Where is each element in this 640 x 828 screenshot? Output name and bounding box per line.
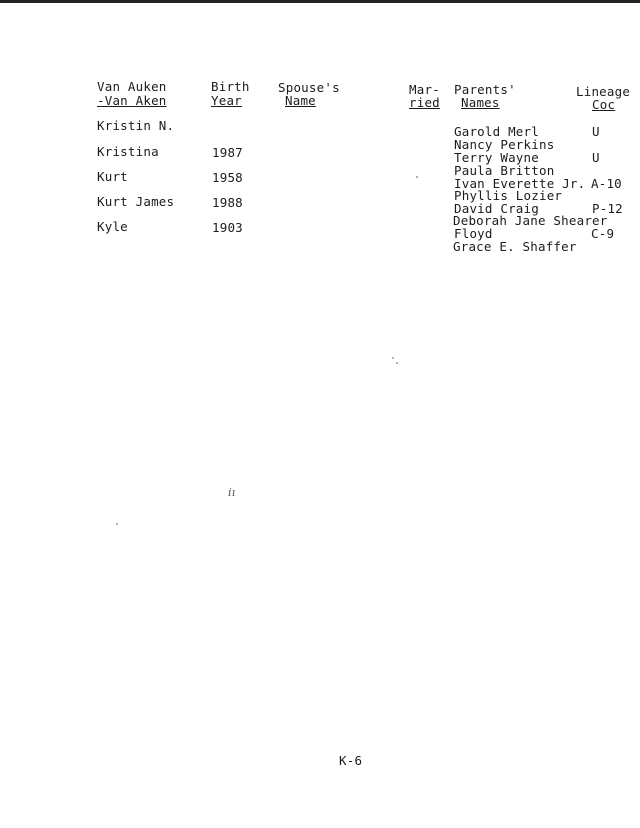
header-name-line2: -Van Aken — [97, 93, 167, 108]
entry-name: Kristina — [97, 144, 159, 159]
scan-speck — [392, 357, 394, 359]
lineage-code: C-9 — [591, 226, 615, 241]
lineage-code: U — [592, 150, 600, 165]
header-married-line2: ried — [409, 95, 440, 110]
parent-name: Ivan Everette Jr. — [454, 176, 586, 191]
header-married-line1: Mar- — [409, 82, 440, 97]
header-spouse-line2: Name — [285, 93, 316, 108]
lineage-code: P-12 — [592, 201, 623, 216]
entry-birth-year: 1903 — [212, 220, 243, 235]
entry-name: Kurt — [97, 169, 128, 184]
entry-birth-year: 1958 — [212, 170, 243, 185]
parent-name: Grace E. Shaffer — [453, 239, 577, 254]
entry-name: Kristin N. — [97, 118, 175, 133]
parent-name: Phyllis Lozier — [454, 188, 563, 203]
parent-name: Garold Merl — [454, 124, 539, 139]
header-parents-line1: Parents' — [454, 82, 516, 97]
parent-name: Deborah Jane Shearer — [453, 213, 608, 228]
lineage-code: A-10 — [591, 176, 622, 191]
page-number: K-6 — [339, 753, 363, 768]
scan-speck — [116, 523, 118, 525]
header-name-line1: Van Auken — [97, 79, 167, 94]
header-spouse-line1: Spouse's — [278, 80, 340, 95]
parent-name: Terry Wayne — [454, 150, 539, 165]
entry-birth-year: 1988 — [212, 195, 243, 210]
lineage-code: U — [592, 124, 600, 139]
entry-name: Kurt James — [97, 194, 175, 209]
top-border-line — [0, 0, 640, 3]
header-lineage-line2: Coc — [592, 97, 616, 112]
entry-name: Kyle — [97, 219, 128, 234]
scan-speck — [416, 176, 418, 178]
parent-name: Floyd — [454, 226, 493, 241]
stray-mark: iı — [228, 486, 236, 499]
parent-name: David Craig — [454, 201, 539, 216]
header-birth-line1: Birth — [211, 79, 250, 94]
entry-birth-year: 1987 — [212, 145, 243, 160]
header-birth-line2: Year — [211, 93, 242, 108]
header-parents-line2: Names — [461, 95, 500, 110]
header-lineage-line1: Lineage — [576, 84, 631, 99]
scan-speck — [396, 362, 398, 364]
parent-name: Paula Britton — [454, 163, 555, 178]
parent-name: Nancy Perkins — [454, 137, 555, 152]
